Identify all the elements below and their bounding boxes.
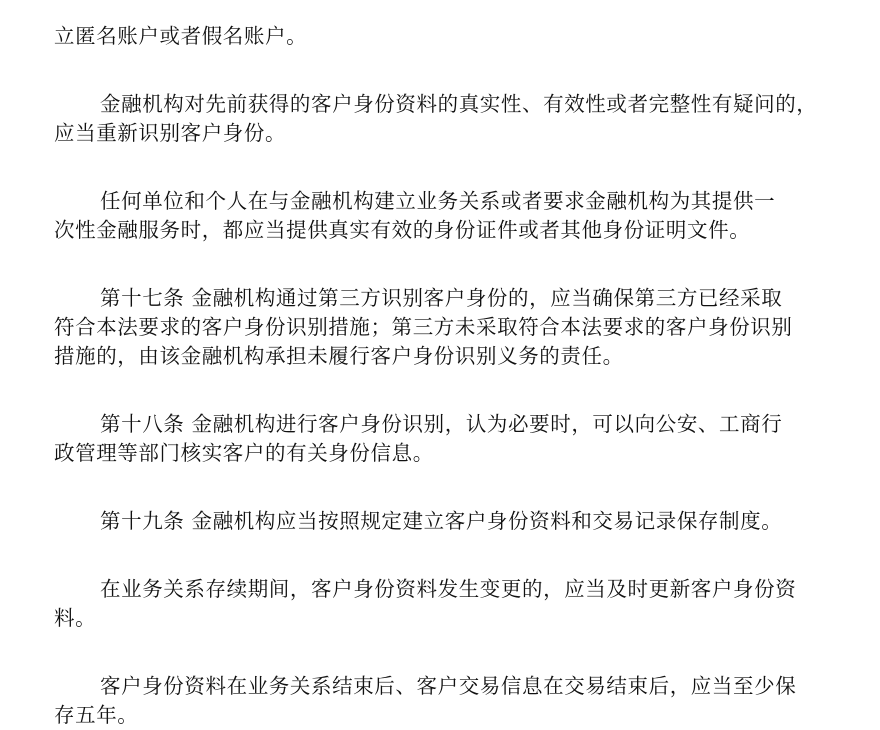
text-line: 立匿名账户或者假名账户。: [54, 24, 308, 48]
paragraph-article-18: [54, 410, 832, 468]
paragraph-update-records: [54, 575, 832, 633]
paragraph-reidentify: [54, 90, 832, 148]
document-body: [54, 0, 832, 730]
text-line: 政管理等部门核实客户的有关身份信息。: [54, 441, 434, 465]
text-line: 第十七条 金融机构通过第三方识别客户身份的，应当确保第三方已经采取: [100, 286, 783, 310]
text-line: 应当重新识别客户身份。: [54, 121, 287, 145]
text-line: 金融机构对先前获得的客户身份资料的真实性、有效性或者完整性有疑问的，: [100, 92, 818, 116]
paragraph-gap: [54, 536, 832, 565]
paragraph-continuation: [54, 0, 832, 51]
paragraph-gap: [54, 245, 832, 274]
paragraph-article-19: [54, 507, 832, 536]
paragraph-gap: [54, 468, 832, 497]
text-line: 在业务关系存续期间，客户身份资料发生变更的，应当及时更新客户身份资: [100, 577, 797, 601]
paragraph-gap: [54, 51, 832, 80]
text-line: 客户身份资料在业务关系结束后、客户交易信息在交易结束后，应当至少保: [100, 674, 797, 698]
text-line: 任何单位和个人在与金融机构建立业务关系或者要求金融机构为其提供一: [100, 189, 776, 213]
text-line: 符合本法要求的客户身份识别措施；第三方未采取符合本法要求的客户身份识别: [54, 315, 793, 339]
text-line: 第十八条 金融机构进行客户身份识别，认为必要时，可以向公安、工商行: [100, 412, 783, 436]
paragraph-retention: [54, 672, 832, 730]
paragraph-gap: [54, 371, 832, 400]
text-line: 次性金融服务时，都应当提供真实有效的身份证件或者其他身份证明文件。: [54, 218, 751, 242]
text-line: 料。: [54, 606, 97, 630]
text-line: 存五年。: [54, 703, 139, 727]
paragraph-article-17: [54, 284, 832, 371]
paragraph-gap: [54, 148, 832, 177]
text-line: 措施的，由该金融机构承担未履行客户身份识别义务的责任。: [54, 344, 624, 368]
paragraph-provide-id: [54, 187, 832, 245]
paragraph-gap: [54, 633, 832, 662]
text-line: 第十九条 金融机构应当按照规定建立客户身份资料和交易记录保存制度。: [100, 509, 783, 533]
